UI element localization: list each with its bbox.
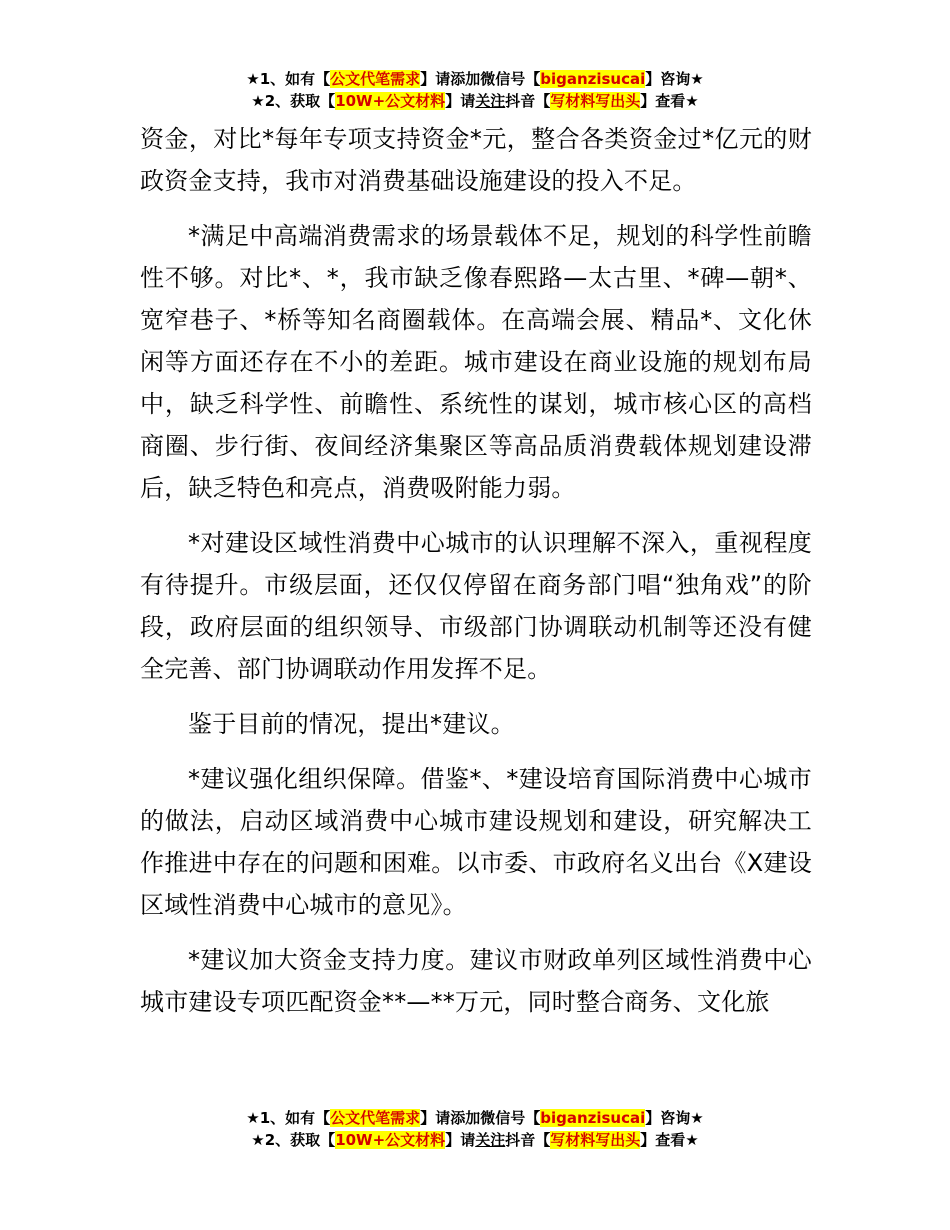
banner-underlined-text: 关注 [475,92,506,110]
banner-line-2 [0,1129,950,1151]
paragraph: 资金，对比*每年专项支持资金*元，整合各类资金过*亿元的财政资金支持，我市对消费基础设施建设的投入不足。 [140,125,812,195]
banner-highlight: 公文代笔需求 [330,70,421,88]
banner-text: 】查看★ [640,92,699,110]
banner-text: 】请 [445,92,476,110]
banner-line-2 [0,90,950,112]
paragraph: *建议加大资金支持力度。建议市财政单列区域性消费中心城市建设专项匹配资金**—**万元，同时整合商务、文化旅 [140,946,812,1016]
banner-text: 】请添加微信号【 [420,70,541,88]
document-body [140,118,812,1036]
banner-text: 】咨询★ [645,70,704,88]
banner-text: ★2、获取【 [251,92,336,110]
banner-line-1 [0,1107,950,1129]
footer-banner [0,1107,950,1151]
paragraph: *建议强化组织保障。借鉴*、*建设培育国际消费中心城市的做法，启动区域消费中心城市建设规划和建设，研究解决工作推进中存在的问题和困难。以市委、市政府名义出台《X建设区域性消费中心城市的意见》。 [140,765,812,919]
banner-text: ★1、如有【 [246,1109,331,1127]
paragraph: *满足中高端消费需求的场景载体不足，规划的科学性前瞻性不够。对比*、*，我市缺乏像春熙路—太古里、*碑—朝*、宽窄巷子、*桥等知名商圈载体。在高端会展、精品*、文化休闲等方面还存在不小的差距。城市建设在商业设施的规划布局中，缺乏科学性、前瞻性、系统性的谋划，城市核心区的高档商圈、步行街、夜间经济集聚区等高品质消费载体规划建设滞后，缺乏特色和亮点，消费吸附能力弱。 [140,222,812,502]
banner-highlight: 写材料写出头 [550,92,641,110]
banner-highlight-wechat-id: biganzisucai [540,70,646,88]
header-banner [0,68,950,112]
banner-underlined-text: 关注 [475,1131,506,1149]
paragraph: *对建设区域性消费中心城市的认识理解不深入，重视程度有待提升。市级层面，还仅仅停留在商务部门唱“独角戏”的阶段，政府层面的组织领导、市级部门协调联动机制等还没有健全完善、部门协调联动作用发挥不足。 [140,529,812,683]
banner-line-1 [0,68,950,90]
banner-highlight: 公文代笔需求 [330,1109,421,1127]
banner-highlight: 10W+公文材料 [335,92,446,110]
banner-highlight-wechat-id: biganzisucai [540,1109,646,1127]
banner-text: ★1、如有【 [246,70,331,88]
banner-text: ★2、获取【 [251,1131,336,1149]
banner-text: 】请 [445,1131,476,1149]
banner-highlight: 写材料写出头 [550,1131,641,1149]
banner-text: 抖音【 [505,92,551,110]
banner-text: 】请添加微信号【 [420,1109,541,1127]
banner-text: 抖音【 [505,1131,551,1149]
banner-text: 】查看★ [640,1131,699,1149]
banner-highlight: 10W+公文材料 [335,1131,446,1149]
banner-text: 】咨询★ [645,1109,704,1127]
paragraph: 鉴于目前的情况，提出*建议。 [188,710,515,738]
